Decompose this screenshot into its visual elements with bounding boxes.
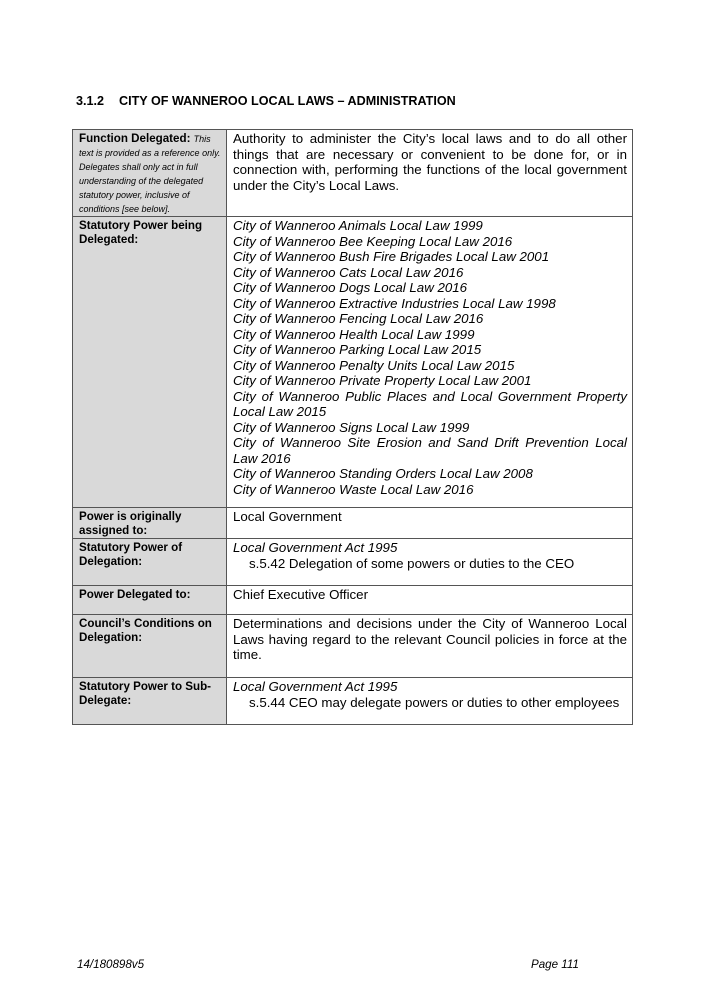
statutory-delegation-label: Statutory Power of Delegation: <box>73 539 227 586</box>
law-item: City of Wanneroo Animals Local Law 1999 <box>233 218 483 233</box>
originally-assigned-value: Local Government <box>227 508 633 539</box>
law-item: City of Wanneroo Extractive Industries Local Law 1998 <box>233 295 556 311</box>
section-heading <box>76 94 456 108</box>
law-item: City of Wanneroo Fencing Local Law 2016 <box>233 311 484 326</box>
delegation-act: Local Government Act 1995 <box>233 540 398 555</box>
law-item: City of Wanneroo Public Places and Local Government Property Local Law 2015 <box>233 388 627 419</box>
row-conditions <box>73 615 633 678</box>
sub-delegate-label: Statutory Power to Sub-Delegate: <box>73 678 227 725</box>
law-item: City of Wanneroo Standing Orders Local Law 2008 <box>233 466 533 481</box>
sub-delegate-section: s.5.44 CEO may delegate powers or duties to other employees <box>249 694 620 710</box>
row-originally-assigned <box>73 508 633 539</box>
row-statutory-power <box>73 217 633 508</box>
row-function-delegated <box>73 130 633 217</box>
law-item: City of Wanneroo Penalty Units Local Law 2015 <box>233 357 515 373</box>
section-title: CITY OF WANNEROO LOCAL LAWS – ADMINISTRATION <box>119 94 456 108</box>
sub-delegate-act: Local Government Act 1995 <box>233 679 398 694</box>
law-item: City of Wanneroo Waste Local Law 2016 <box>233 481 474 497</box>
law-item: City of Wanneroo Dogs Local Law 2016 <box>233 280 468 295</box>
conditions-label: Council’s Conditions on Delegation: <box>73 615 227 678</box>
footer-document-reference: 14/180898v5 <box>77 958 145 971</box>
statutory-power-laws <box>227 217 633 508</box>
delegated-to-value: Chief Executive Officer <box>227 586 633 615</box>
delegation-section: s.5.42 Delegation of some powers or duties to the CEO <box>249 555 575 571</box>
row-delegated-to <box>73 586 633 615</box>
delegation-table <box>72 129 633 725</box>
law-item: City of Wanneroo Parking Local Law 2015 <box>233 342 482 357</box>
law-item: City of Wanneroo Signs Local Law 1999 <box>233 419 470 435</box>
law-item: City of Wanneroo Health Local Law 1999 <box>233 326 475 342</box>
law-item: City of Wanneroo Private Property Local Law 2001 <box>233 373 532 388</box>
sub-delegate-value <box>227 678 633 725</box>
originally-assigned-label: Power is originally assigned to: <box>73 508 227 539</box>
label-function-delegated <box>73 130 227 217</box>
statutory-delegation-value <box>227 539 633 586</box>
statutory-power-label: Statutory Power being Delegated: <box>73 217 227 508</box>
function-delegated-value: Authority to administer the City’s local laws and to do all other things that are necessary or convenient to be done for, or in connection with, performing the functions of the local government under the City’s Local Laws. <box>227 130 633 217</box>
law-item: City of Wanneroo Site Erosion and Sand Drift Prevention Local Law 2016 <box>233 435 627 466</box>
footer-page-number: Page 111 <box>531 958 579 971</box>
row-statutory-delegation <box>73 539 633 586</box>
law-item: City of Wanneroo Bee Keeping Local Law 2016 <box>233 233 513 249</box>
delegated-to-label: Power Delegated to: <box>73 586 227 615</box>
law-item: City of Wanneroo Bush Fire Brigades Local Law 2001 <box>233 249 550 264</box>
law-item: City of Wanneroo Cats Local Law 2016 <box>233 264 464 280</box>
row-sub-delegate <box>73 678 633 725</box>
section-number: 3.1.2 <box>76 94 105 108</box>
conditions-value: Determinations and decisions under the City of Wanneroo Local Laws having regard to the relevant Council policies in force at the time. <box>227 615 633 678</box>
function-delegated-note: This text is provided as a reference only. Delegates shall only act in full understanding of the delegated statutory power, inclusive of conditions [see below]. <box>79 134 221 214</box>
function-delegated-label: Function Delegated: <box>79 132 191 145</box>
